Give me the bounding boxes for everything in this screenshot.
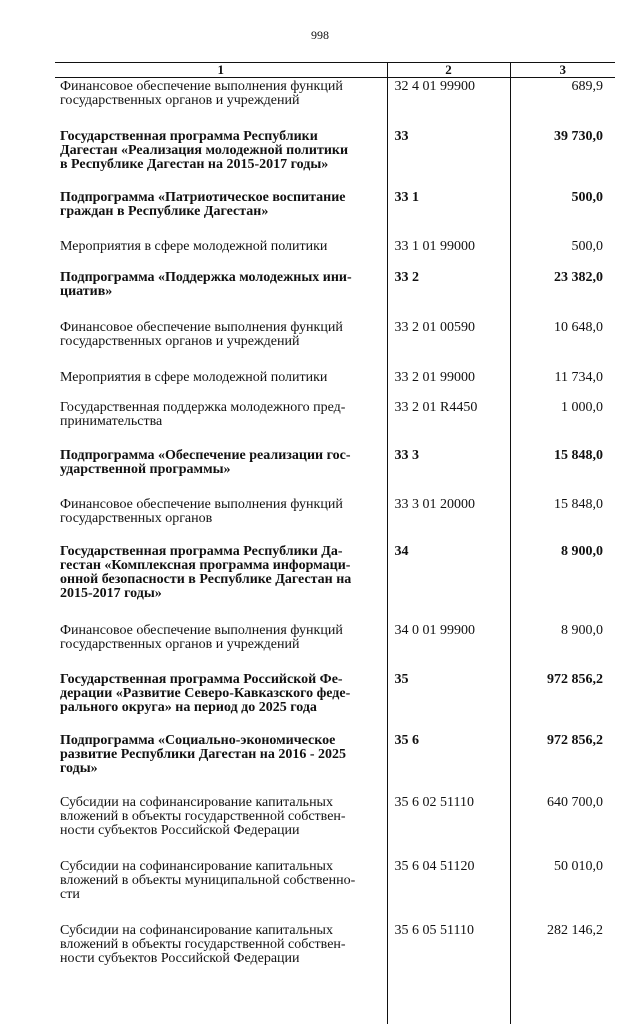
row-name [55,128,387,189]
row-amount: 11 734,0 [510,369,615,399]
table-row [55,78,615,129]
row-name-line: Субсидии на софинансирование капитальных [60,860,381,874]
table-row [55,794,615,858]
row-name [55,189,387,238]
row-code: 35 6 04 51120 [387,858,510,922]
row-name-line: в Республике Дагестан на 2015-2017 годы» [60,158,381,172]
table-row [55,858,615,922]
table-body [55,78,615,1024]
row-name [55,78,387,129]
column-header: 1 [55,63,387,78]
row-code: 33 3 01 20000 [387,496,510,543]
row-code: 35 [387,671,510,732]
row-code: 33 1 01 99000 [387,238,510,269]
row-name [55,238,387,269]
row-name-line: вложений в объекты муниципальной собственно- [60,874,381,888]
row-name-line: государственных органов и учреждений [60,335,381,349]
row-code: 33 [387,128,510,189]
row-name-line: вложений в объекты государственной собствен- [60,810,381,824]
row-name-line: Государственная программа Российской Фе- [60,673,381,687]
empty-cell [55,966,387,1024]
row-name-line: ударственной программы» [60,463,381,477]
table-row [55,238,615,269]
empty-cell [510,966,615,1024]
row-amount: 8 900,0 [510,543,615,622]
row-name-line: государственных органов [60,512,381,526]
table-row [55,622,615,671]
budget-table [55,62,615,1024]
row-amount: 640 700,0 [510,794,615,858]
row-name [55,447,387,496]
row-name [55,369,387,399]
row-name-line: гестан «Комплексная программа информаци- [60,559,381,573]
row-name [55,794,387,858]
column-header: 2 [387,63,510,78]
row-name-line: ности субъектов Российской Федерации [60,952,381,966]
row-code: 34 [387,543,510,622]
row-code: 33 2 [387,269,510,319]
row-name-line: Финансовое обеспечение выполнения функций [60,624,381,638]
row-name [55,732,387,794]
table-row [55,922,615,966]
row-name [55,858,387,922]
row-name-line: государственных органов и учреждений [60,94,381,108]
row-name-line: Финансовое обеспечение выполнения функций [60,321,381,335]
row-code: 35 6 [387,732,510,794]
row-name [55,269,387,319]
row-amount: 972 856,2 [510,671,615,732]
row-code: 33 2 01 99000 [387,369,510,399]
row-code: 34 0 01 99900 [387,622,510,671]
row-code: 33 1 [387,189,510,238]
row-name-line: 2015-2017 годы» [60,587,381,601]
row-name-line: развитие Республики Дагестан на 2016 - 2025 [60,748,381,762]
row-name [55,496,387,543]
row-name-line: вложений в объекты государственной собствен- [60,938,381,952]
row-name-line: Государственная поддержка молодежного пред- [60,401,381,415]
row-amount: 39 730,0 [510,128,615,189]
row-code: 32 4 01 99900 [387,78,510,129]
row-name [55,399,387,447]
table-row [55,671,615,732]
table-row [55,496,615,543]
row-name [55,622,387,671]
row-name-line: дерации «Развитие Северо-Кавказского феде- [60,687,381,701]
row-amount: 1 000,0 [510,399,615,447]
table-header-row [55,63,615,78]
table-row [55,732,615,794]
row-name [55,319,387,369]
table-row [55,543,615,622]
row-code: 33 3 [387,447,510,496]
row-name-line: сти [60,888,381,902]
row-amount: 15 848,0 [510,496,615,543]
row-name-line: Государственная программа Республики Да- [60,545,381,559]
column-header: 3 [510,63,615,78]
row-amount: 8 900,0 [510,622,615,671]
row-code: 33 2 01 R4450 [387,399,510,447]
row-amount: 15 848,0 [510,447,615,496]
row-name-line: годы» [60,762,381,776]
table-row [55,319,615,369]
row-amount: 500,0 [510,189,615,238]
table-row [55,399,615,447]
table-row [55,369,615,399]
row-amount: 50 010,0 [510,858,615,922]
row-name-line: Дагестан «Реализация молодежной политики [60,144,381,158]
row-name-line: Субсидии на софинансирование капитальных [60,924,381,938]
row-name-line: Государственная программа Республики [60,130,381,144]
row-name-line: Субсидии на софинансирование капитальных [60,796,381,810]
row-amount: 972 856,2 [510,732,615,794]
row-name [55,671,387,732]
row-name-line: Подпрограмма «Поддержка молодежных ини- [60,271,381,285]
row-amount: 23 382,0 [510,269,615,319]
row-name-line: Подпрограмма «Обеспечение реализации гос- [60,449,381,463]
page-number: 998 [0,28,640,43]
row-amount: 500,0 [510,238,615,269]
table-spacer-row [55,966,615,1024]
row-code: 35 6 02 51110 [387,794,510,858]
row-amount: 282 146,2 [510,922,615,966]
row-name-line: онной безопасности в Республике Дагестан на [60,573,381,587]
row-name-line: циатив» [60,285,381,299]
row-name-line: государственных органов и учреждений [60,638,381,652]
row-name-line: рального округа» на период до 2025 года [60,701,381,715]
row-name-line: Финансовое обеспечение выполнения функций [60,80,381,94]
row-name-line: Мероприятия в сфере молодежной политики [60,371,381,385]
row-name-line: ности субъектов Российской Федерации [60,824,381,838]
table-row [55,189,615,238]
table-row [55,447,615,496]
row-name-line: граждан в Республике Дагестан» [60,205,381,219]
row-name-line: Финансовое обеспечение выполнения функций [60,498,381,512]
table-row [55,269,615,319]
table-row [55,128,615,189]
row-name-line: Подпрограмма «Социально-экономическое [60,734,381,748]
row-name-line: Мероприятия в сфере молодежной политики [60,240,381,254]
row-amount: 10 648,0 [510,319,615,369]
row-name [55,543,387,622]
row-name-line: Подпрограмма «Патриотическое воспитание [60,191,381,205]
row-name [55,922,387,966]
row-code: 33 2 01 00590 [387,319,510,369]
row-code: 35 6 05 51110 [387,922,510,966]
row-amount: 689,9 [510,78,615,129]
row-name-line: принимательства [60,415,381,429]
empty-cell [387,966,510,1024]
